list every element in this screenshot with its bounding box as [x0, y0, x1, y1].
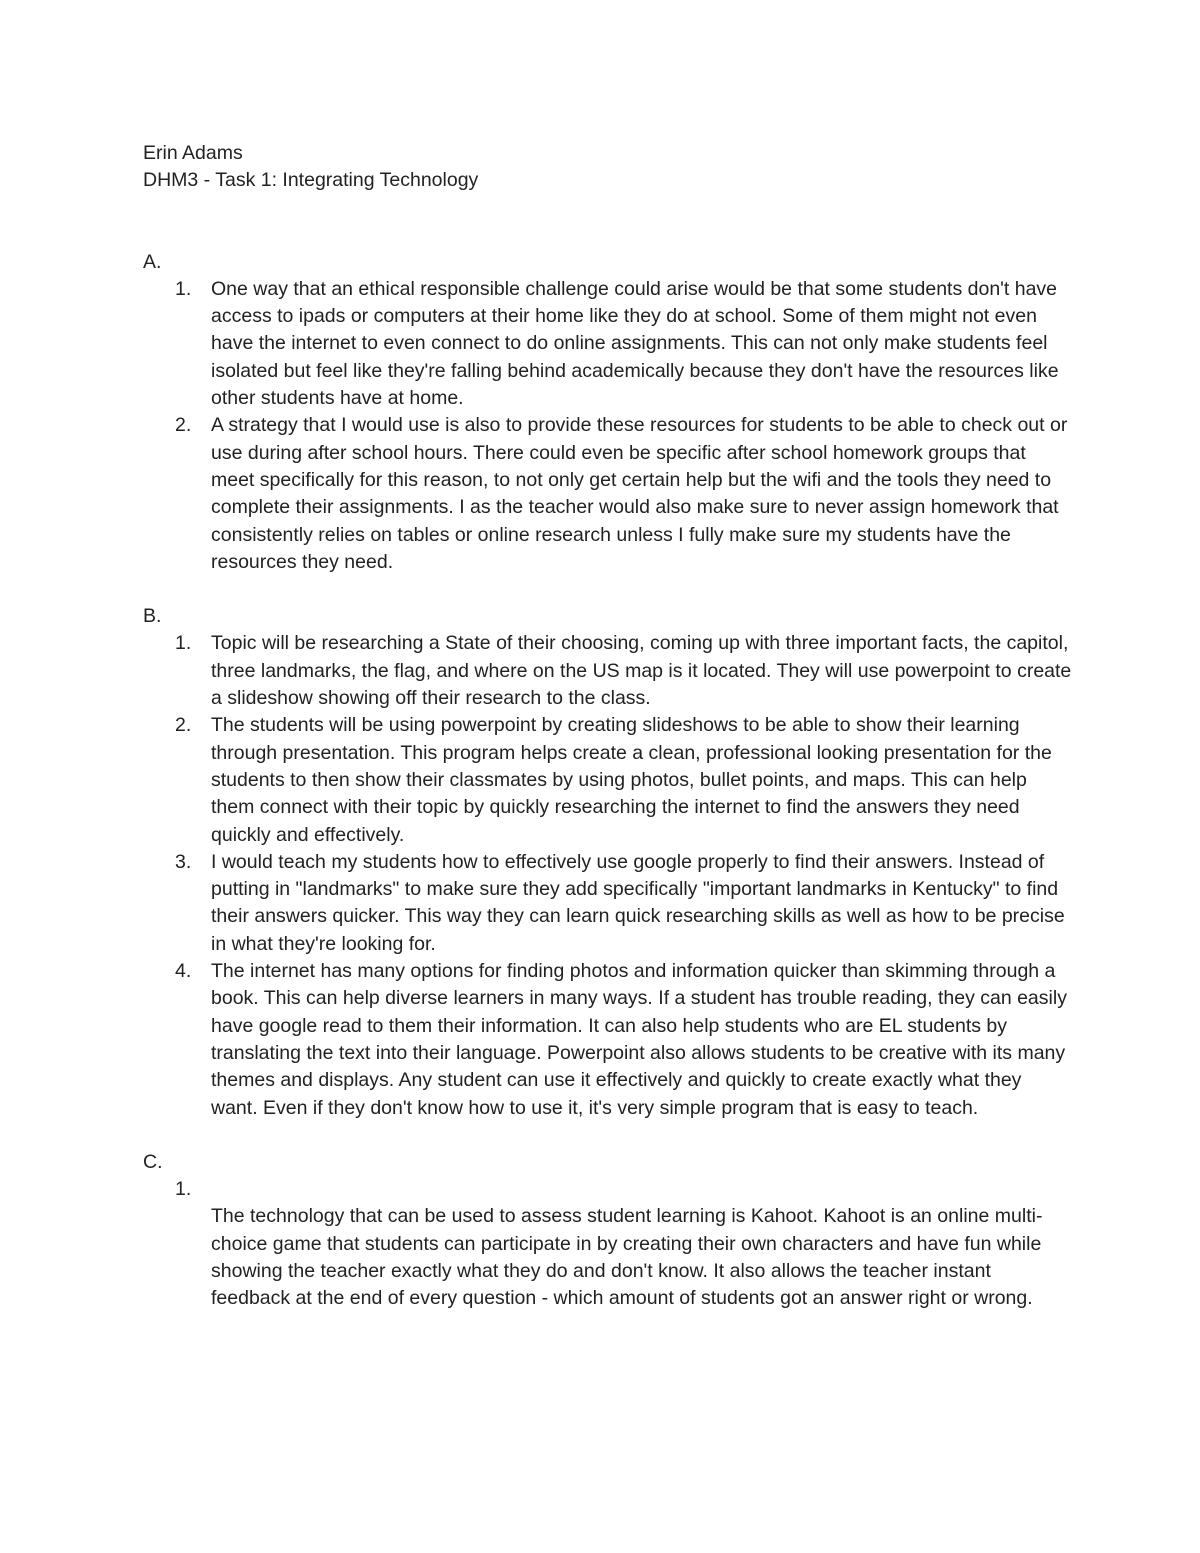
list-item: [143, 958, 1073, 1122]
item-text: A strategy that I would use is also to provide these resources for students to be able to check out or use during after school hours. There could even be specific after school homework groups that meet specifically for this reason, to not only get certain help but the wifi and the tools they need to complete their assignments. I as the teacher would also make sure to never assign homework that consistently relies on tables or online research unless I fully make sure my students have the resources they need.: [211, 414, 1068, 573]
item-text: Topic will be researching a State of their choosing, coming up with three important facts, the capitol, three landmarks, the flag, and where on the US map is it located. They will use powerpoint to create a slideshow showing off their research to the class.: [211, 632, 1072, 710]
document-body: [143, 140, 1073, 1313]
spacer: [143, 1122, 1073, 1149]
item-text: I would teach my students how to effectively use google properly to find their answers. Instead of putting in "landmarks" to make sure they add specifically "important landmarks in Kentucky" to find their answers quicker. This way they can learn quick researching skills as well as how to be precise in what they're looking for.: [211, 850, 1065, 955]
assignment-title: DHM3 - Task 1: Integrating Technology: [143, 169, 479, 192]
item-number: 1.: [175, 632, 192, 655]
item-number: 2.: [175, 714, 192, 737]
section-b: [143, 603, 1073, 1122]
item-number: 1.: [175, 277, 192, 300]
item-text: One way that an ethical responsible challenge could arise would be that some students don't have access to ipads or computers at their home like they do at school. Some of them might not even have the internet to even connect to do online assignments. This can not only make students feel isolated but feel like they're falling behind academically because they don't have the resources like other students have at home.: [211, 277, 1059, 410]
section-letter: B.: [143, 605, 162, 628]
item-text: The students will be using powerpoint by creating slideshows to be able to show their learning through presentation. This program helps create a clean, professional looking presentation for the students to then show their classmates by using photos, bullet points, and maps. This can help them connect with their topic by quickly researching the internet to find the answers they need quickly and effectively.: [211, 714, 1052, 846]
item-number: 3.: [175, 850, 192, 873]
list-item: [143, 712, 1073, 848]
spacer: [143, 195, 1073, 249]
section-a: [143, 249, 1073, 577]
list-item: [143, 630, 1073, 712]
item-number: 1.: [175, 1178, 192, 1201]
section-c-list: [143, 1176, 1073, 1312]
item-number: 4.: [175, 960, 192, 983]
blank-line: [211, 1176, 1073, 1203]
list-item: [143, 412, 1073, 576]
list-item: [143, 1176, 1073, 1312]
item-number: 2.: [175, 414, 192, 437]
section-b-list: [143, 630, 1073, 1121]
section-letter: A.: [143, 250, 162, 273]
section-a-list: [143, 276, 1073, 576]
item-text: The internet has many options for finding photos and information quicker than skimming through a book. This can help diverse learners in many ways. If a student has trouble reading, they can easily have google read to them their information. It can also help students who are EL students by translating the text into their language. Powerpoint also allows students to be creative with its many themes and displays. Any student can use it effectively and quickly to create exactly what they want. Even if they don't know how to use it, it's very simple program that is easy to teach.: [211, 960, 1067, 1119]
item-text: The technology that can be used to assess student learning is Kahoot. Kahoot is an online multi-choice game that students can participate in by creating their own characters and have fun while showing the teacher exactly what they do and don't know. It also allows the teacher instant feedback at the end of every question - which amount of students got an answer right or wrong.: [211, 1205, 1043, 1310]
spacer: [143, 576, 1073, 603]
list-item: [143, 849, 1073, 958]
list-item: [143, 276, 1073, 412]
section-c: [143, 1149, 1073, 1313]
author-name: Erin Adams: [143, 142, 243, 164]
section-letter: C.: [143, 1150, 163, 1173]
